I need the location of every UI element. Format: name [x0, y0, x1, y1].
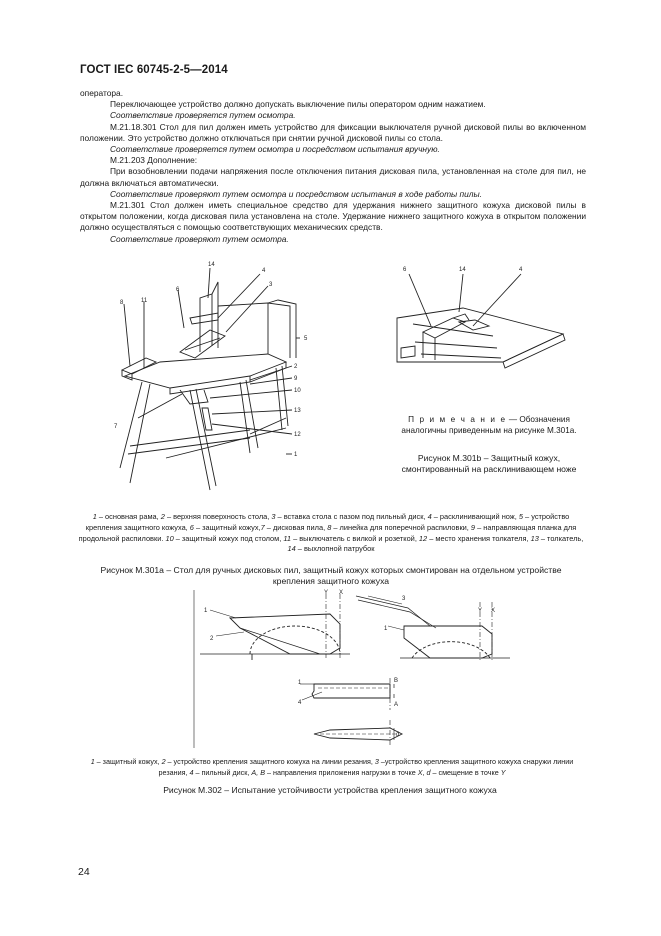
legend-text: – дисковая пила,: [264, 522, 328, 532]
legend-text: – направляющая планка для продольной распиловки.: [78, 522, 577, 543]
legend-number: 3: [271, 512, 276, 521]
callout-1: 1: [294, 452, 298, 458]
figure-note: [400, 415, 578, 436]
legend-number: 7: [260, 522, 265, 532]
paragraph: Переключающее устройство должно допускать выключение пилы оператором одним нажатием.: [110, 99, 486, 110]
label-d: d: [396, 732, 400, 738]
legend-text: – выхлопной патрубок: [295, 544, 375, 554]
legend-number: 14: [287, 544, 296, 554]
legend-number: 8: [327, 522, 332, 532]
note-label: П р и м е ч а н и е: [408, 415, 507, 424]
legend-number: 10: [165, 533, 174, 543]
callout-6: 6: [176, 287, 180, 293]
legend-text: – защитный кожух,: [193, 522, 261, 532]
legend-number: 2: [161, 757, 166, 766]
label-4: 4: [298, 700, 302, 706]
label-2: 2: [210, 636, 214, 642]
legend-number: 1: [90, 757, 95, 766]
clause-m-21-18-301: M.21.18.301 Стол для пил должен иметь устройство для фиксации выключателя ручной дисковой пилы во включенном положении. Это устройство должно отключаться при снятии ручной дисковой пилы со стола.: [80, 121, 586, 143]
legend-number: 5: [518, 512, 523, 521]
callout-12: 12: [294, 432, 301, 438]
callout-7: 7: [114, 424, 118, 430]
label-1: 1: [204, 608, 208, 614]
callout-4: 4: [262, 268, 266, 274]
figure-m301b-caption: Рисунок М.301b – Защитный кожух, смонтированный на расклинивающем ноже: [401, 453, 577, 474]
figure-m301a-legend: [74, 512, 588, 555]
legend-text: – линейка для поперечной распиловки,: [331, 522, 471, 532]
legend-text: – основная рама,: [96, 512, 161, 521]
document-header: ГОСТ IEC 60745-2-5—2014: [80, 64, 228, 76]
label-y: Y: [324, 590, 329, 596]
figure-m301a-caption: Рисунок М.301а – Стол для ручных дисковых пил, защитный кожух которых смонтирован на отдельном устройстве крепления защитного кожуха: [100, 565, 562, 586]
legend-text: – защитный кожух под столом,: [173, 533, 284, 543]
legend-text: – выключатель с вилкой и розеткой,: [291, 533, 419, 543]
label-x: X: [491, 608, 496, 614]
legend-text: – пильный диск,: [193, 768, 252, 777]
callout-8: 8: [120, 300, 124, 306]
legend-number: 3: [374, 757, 379, 766]
callout-14: 14: [208, 262, 215, 268]
page-number: 24: [78, 866, 90, 878]
callout-13: 13: [294, 408, 301, 414]
clause-m-21-301: M.21.301 Стол должен иметь специальное средство для удержания нижнего защитного кожуха дисковой пилы в открытом положении, когда дисковая пила установлена на столе. Удержание нижнего защитного кожуха в открытом положении должно осуществляться с помощью соответствующих механических средств.: [80, 200, 586, 233]
note-text: — Обозначения аналогичны приведенным на рисунке М.301а.: [401, 415, 577, 435]
callout-4: 4: [519, 267, 523, 273]
legend-number: X: [417, 768, 423, 777]
legend-text: – смещение в точке: [430, 768, 501, 777]
legend-number: 6: [189, 522, 194, 532]
label-1: 1: [298, 680, 302, 686]
label-1: 1: [384, 626, 388, 632]
legend-text: – верхняя поверхность стола,: [164, 512, 272, 521]
legend-number: 1: [92, 512, 97, 521]
legend-number: 2: [160, 512, 165, 521]
legend-number: 4: [427, 512, 432, 521]
compliance-note: Соответствие проверяют путем осмотра и посредством испытания в ходе работы пилы.: [110, 188, 483, 199]
callout-2: 2: [294, 364, 298, 370]
legend-number: 11: [283, 533, 292, 543]
legend-text: – расклинивающий нож,: [431, 512, 519, 521]
body-text: [80, 88, 586, 245]
legend-number: 9: [470, 522, 476, 532]
compliance-note: Соответствие проверяется путем осмотра.: [110, 110, 296, 121]
label-b: B: [394, 678, 399, 684]
compliance-note: Соответствие проверяется путем осмотра и посредством испытания вручную.: [110, 144, 440, 155]
legend-text: – место хранения толкателя,: [427, 533, 531, 543]
legend-number: 12: [418, 533, 428, 543]
figure-m302-caption: Рисунок М.302 – Испытание устойчивости устройства крепления защитного кожуха: [163, 785, 497, 795]
legend-text: – вставка стола с пазом под пильный диск,: [275, 512, 428, 521]
label-a: A: [394, 702, 399, 708]
callout-14: 14: [459, 267, 466, 273]
legend-number: 13: [530, 533, 539, 543]
legend-text: – защитный кожух,: [94, 757, 162, 766]
figure-m301a-saw-table-drawing: [100, 258, 325, 503]
legend-text: – толкатель,: [538, 533, 584, 543]
clause-m-21-203: M.21.203 Дополнение:: [110, 155, 198, 166]
figure-m302-legend: [78, 756, 586, 778]
callout-11: 11: [141, 298, 148, 304]
paragraph: оператора.: [80, 88, 124, 98]
callout-3: 3: [269, 282, 273, 288]
legend-text: – устройство крепления защитного кожуха,: [85, 512, 570, 532]
legend-number: Y: [500, 768, 506, 777]
legend-number: d: [426, 768, 431, 777]
callout-6: 6: [403, 267, 407, 273]
legend-text: ,: [422, 768, 427, 777]
callout-9: 9: [294, 376, 298, 382]
figure-m301b-riving-knife-guard-drawing: [393, 262, 568, 380]
figure-m302-stability-test-drawing: [190, 588, 610, 750]
compliance-note: Соответствие проверяют путем осмотра.: [110, 233, 289, 244]
paragraph: При возобновлении подачи напряжения после отключения питания дисковая пила, установленная на столе для пил, не должна включаться автоматически.: [80, 166, 586, 188]
legend-text: – направления приложения нагрузки в точке: [265, 768, 418, 777]
legend-number: A, B: [251, 768, 266, 777]
legend-text: – устройство крепления защитного кожуха на линии резания,: [165, 757, 375, 766]
callout-5: 5: [304, 336, 308, 342]
legend-number: 4: [189, 768, 194, 777]
label-y: Y: [478, 608, 483, 614]
label-x: X: [339, 590, 344, 596]
callout-10: 10: [294, 388, 301, 394]
legend-text: –устройство крепления защитного кожуха снаружи линии резания,: [158, 757, 574, 777]
label-3: 3: [402, 596, 406, 602]
